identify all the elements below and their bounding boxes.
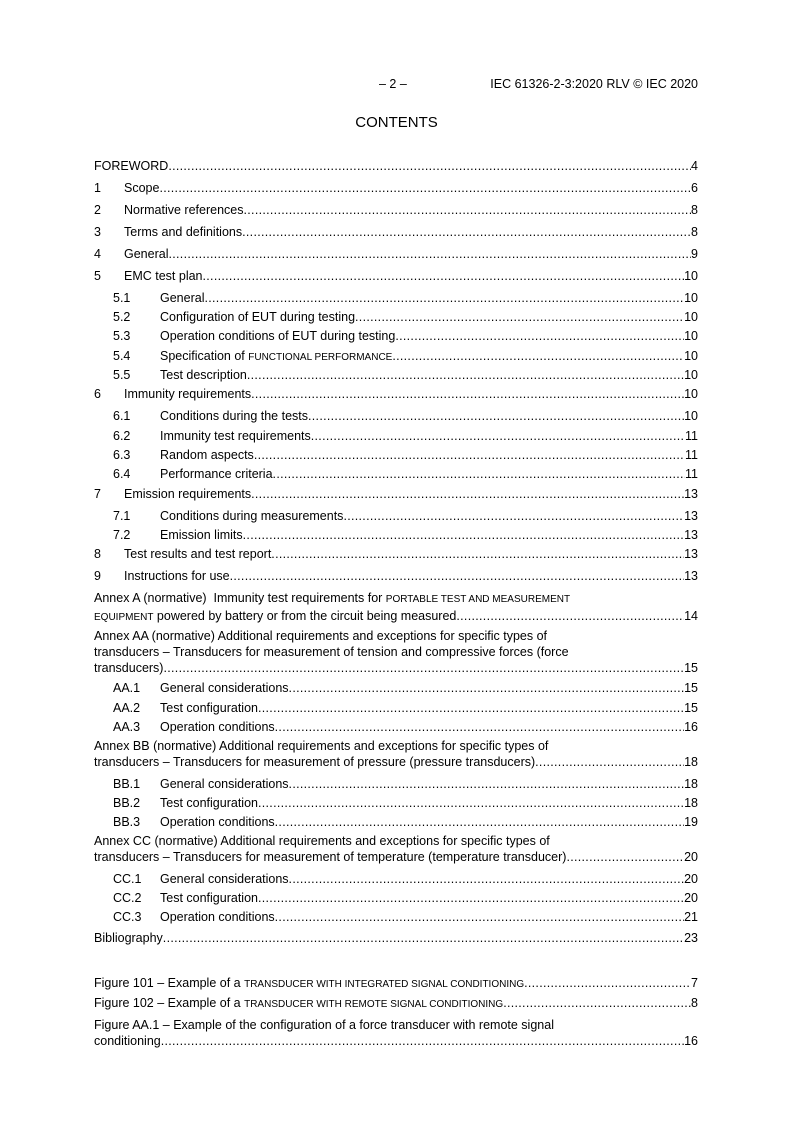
toc-entry-8[interactable] [94, 546, 698, 562]
toc-entry-page: 13 [684, 547, 698, 561]
toc-entry-page: 13 [684, 569, 698, 583]
toc-entry-number: CC.2 [113, 891, 142, 905]
toc-entry-5-5[interactable] [94, 367, 698, 383]
toc-entry-text: FOREWORD [94, 159, 169, 173]
toc-entry-page: 14 [684, 609, 698, 623]
toc-entry-text: Immunity test requirements [160, 429, 311, 443]
toc-entry-page: 23 [684, 931, 698, 945]
toc-entry-6-4[interactable] [94, 466, 698, 482]
toc-entry-text-line [94, 590, 698, 608]
toc-entry-number: 6.3 [113, 448, 131, 462]
toc-entry-annex-bb[interactable] [94, 738, 698, 770]
toc-entry-6-1[interactable] [94, 408, 698, 424]
toc-entry-number: 1 [94, 181, 101, 195]
toc-entry-number: AA.3 [113, 720, 141, 734]
toc-entry-text: General [160, 291, 205, 305]
toc-entry-number: 6.2 [113, 429, 131, 443]
toc-entry-page: 20 [684, 850, 698, 864]
toc-entry-bb-1[interactable] [94, 776, 698, 792]
toc-entry-number: 5.4 [113, 349, 131, 363]
toc-entry-page: 10 [684, 269, 698, 283]
toc-entry-bb-2[interactable] [94, 795, 698, 811]
toc-entry-number: 7.1 [113, 509, 131, 523]
figure-entry-page: 8 [691, 996, 698, 1010]
toc-entry-cc-1[interactable] [94, 871, 698, 887]
toc-entry-7-2[interactable] [94, 527, 698, 543]
toc-entry-5[interactable] [94, 268, 698, 284]
toc-entry-text: Conditions during the tests [160, 409, 309, 423]
toc-entry-page: 6 [691, 181, 698, 195]
toc-entry-number: BB.2 [113, 796, 141, 810]
toc-entry-bb-3[interactable] [94, 814, 698, 830]
toc-entry-text: Test configuration [160, 796, 258, 810]
toc-entry-text-line: transducers – Transducers for measurement of tension and compressive forces (force [94, 645, 569, 659]
toc-entry-number: 4 [94, 247, 101, 261]
toc-entry-text: Operation conditions of EUT during testing [160, 329, 396, 343]
toc-entry-page: 20 [684, 891, 698, 905]
toc-entry-page: 11 [685, 467, 698, 481]
toc-entry-5-1[interactable] [94, 290, 698, 306]
toc-entry-text: Test description [160, 368, 247, 382]
toc-entry-page: 21 [684, 910, 698, 924]
toc-entry-text: General [124, 247, 169, 261]
toc-entry-number: 6.4 [113, 467, 131, 481]
toc-entry-page: 10 [684, 349, 698, 363]
toc-entry-text: Test results and test report [124, 547, 272, 561]
toc-entry-text: Emission requirements [124, 487, 252, 501]
toc-entry-page: 18 [684, 796, 698, 810]
toc-entry-page: 10 [684, 291, 698, 305]
toc-entry-aa-1[interactable] [94, 680, 698, 696]
toc-entry-text: transducers) [94, 661, 164, 675]
toc-entry-cc-3[interactable] [94, 909, 698, 925]
toc-entry-page: 13 [684, 509, 698, 523]
toc-entry-page: 13 [684, 528, 698, 542]
figure-entry-text-part: Figure 102 – Example of a [94, 996, 245, 1010]
document-reference: IEC 61326-2-3:2020 RLV © IEC 2020 [490, 77, 698, 91]
toc-entry-text: General considerations [160, 872, 289, 886]
page-number: – 2 – [379, 77, 407, 91]
toc-entry-page: 15 [684, 681, 698, 695]
toc-entry-page: 10 [684, 329, 698, 343]
toc-entry-text: Immunity requirements [124, 387, 252, 401]
toc-entry-aa-2[interactable] [94, 700, 698, 716]
figure-entry-101[interactable] [94, 975, 698, 993]
toc-entry-page: 15 [684, 701, 698, 715]
toc-entry-text: EMC test plan [124, 269, 203, 283]
toc-entry-number: 6 [94, 387, 101, 401]
figure-entry-text [94, 995, 503, 1013]
toc-entry-text: Operation conditions [160, 720, 275, 734]
toc-entry-6-3[interactable] [94, 447, 698, 463]
figure-entry-page: 16 [684, 1034, 698, 1048]
toc-entry-number: BB.1 [113, 777, 141, 791]
toc-entry-text-line: Annex CC (normative) Additional requirements and exceptions for specific types of [94, 834, 550, 848]
page-header [0, 77, 793, 93]
toc-entry-text: Instructions for use [124, 569, 230, 583]
toc-entry-number: BB.3 [113, 815, 141, 829]
toc-entry-number: 7.2 [113, 528, 131, 542]
toc-entry-5-3[interactable] [94, 328, 698, 344]
toc-entry-page: 11 [685, 448, 698, 462]
toc-entry-text: Bibliography [94, 931, 163, 945]
toc-entry-page: 8 [691, 203, 698, 217]
toc-entry-text: transducers – Transducers for measurement of pressure (pressure transducers) [94, 755, 536, 769]
figure-entry-smallcaps: TRANSDUCER WITH INTEGRATED SIGNAL CONDITIONING [244, 979, 525, 990]
toc-entry-2[interactable] [94, 202, 698, 218]
toc-entry-5-4[interactable] [94, 348, 698, 366]
toc-entry-number: 5.3 [113, 329, 131, 343]
toc-entry-4[interactable] [94, 246, 698, 262]
figure-entry-text-part: Figure 101 – Example of a [94, 976, 245, 990]
toc-entry-page: 4 [691, 159, 698, 173]
toc-entry-text: Emission limits [160, 528, 243, 542]
toc-entry-number: 5 [94, 269, 101, 283]
toc-entry-text: General considerations [160, 777, 289, 791]
figure-entry-text: conditioning [94, 1034, 161, 1048]
figure-entry-page: 7 [691, 976, 698, 990]
figure-entry-smallcaps: TRANSDUCER WITH REMOTE SIGNAL CONDITIONING [244, 999, 504, 1010]
toc-entry-text: Operation conditions [160, 815, 275, 829]
toc-entry-text: Configuration of EUT during testing [160, 310, 356, 324]
toc-entry-number: CC.3 [113, 910, 142, 924]
toc-entry-3[interactable] [94, 224, 698, 240]
toc-entry-text: Performance criteria [160, 467, 273, 481]
toc-entry-page: 18 [684, 777, 698, 791]
toc-entry-aa-3[interactable] [94, 719, 698, 735]
toc-entry-bibliography[interactable] [94, 930, 698, 946]
toc-entry-page: 20 [684, 872, 698, 886]
toc-entry-text: Random aspects [160, 448, 254, 462]
toc-entry-1[interactable] [94, 180, 698, 196]
toc-entry-text-part: Annex A (normative) Immunity test requirements for [94, 591, 386, 605]
toc-entry-page: 18 [684, 755, 698, 769]
toc-entry-smallcaps: EQUIPMENT [94, 612, 154, 623]
toc-entry-number: 2 [94, 203, 101, 217]
toc-entry-page: 10 [684, 368, 698, 382]
figure-entry-text-line: Figure AA.1 – Example of the configuration of a force transducer with remote signal [94, 1018, 554, 1032]
figure-entry-aa-1[interactable] [94, 1017, 698, 1049]
toc-entry-text: General considerations [160, 681, 289, 695]
toc-entry-text: Scope [124, 181, 160, 195]
toc-entry-number: 5.2 [113, 310, 131, 324]
toc-entry-text: Operation conditions [160, 910, 275, 924]
toc-entry-page: 8 [691, 225, 698, 239]
toc-entry-number: 8 [94, 547, 101, 561]
toc-entry-page: 11 [685, 429, 698, 443]
toc-entry-annex-cc[interactable] [94, 833, 698, 865]
toc-entry-text: Test configuration [160, 891, 258, 905]
toc-entry-number: 5.5 [113, 368, 131, 382]
toc-entry-number: AA.2 [113, 701, 141, 715]
toc-entry-smallcaps: PORTABLE TEST AND MEASUREMENT [385, 594, 571, 605]
toc-entry-page: 10 [684, 409, 698, 423]
toc-entry-smallcaps: FUNCTIONAL PERFORMANCE [248, 352, 393, 363]
toc-entry-7[interactable] [94, 486, 698, 502]
toc-entry-number: CC.1 [113, 872, 142, 886]
toc-entry-text [94, 608, 456, 626]
toc-entry-page: 10 [684, 310, 698, 324]
toc-entry-6[interactable] [94, 386, 698, 402]
toc-entry-page: 10 [684, 387, 698, 401]
toc-entry-text: transducers – Transducers for measurement of temperature (temperature transducer) [94, 850, 567, 864]
toc-entry-6-2[interactable] [94, 428, 698, 444]
contents-title: CONTENTS [355, 114, 438, 131]
toc-entry-text-part: Specification of [160, 349, 249, 363]
toc-entry-text-line: Annex BB (normative) Additional requirements and exceptions for specific types of [94, 739, 549, 753]
toc-entry-text: Test configuration [160, 701, 258, 715]
toc-entry-number: 3 [94, 225, 101, 239]
toc-entry-text: Normative references [124, 203, 244, 217]
toc-entry-text: Conditions during measurements [160, 509, 344, 523]
toc-entry-page: 13 [684, 487, 698, 501]
toc-entry-text-part: powered by battery or from the circuit being measured [153, 609, 457, 623]
toc-entry-number: 5.1 [113, 291, 131, 305]
toc-entry-number: 7 [94, 487, 101, 501]
toc-entry-annex-aa[interactable] [94, 628, 698, 676]
toc-entry-text [160, 348, 392, 366]
toc-entry-page: 19 [684, 815, 698, 829]
toc-entry-annex-a[interactable] [94, 590, 698, 626]
toc-entry-page: 15 [684, 661, 698, 675]
toc-entry-number: 9 [94, 569, 101, 583]
toc-entry-text-line: Annex AA (normative) Additional requirements and exceptions for specific types of [94, 629, 548, 643]
toc-entry-7-1[interactable] [94, 508, 698, 524]
toc-entry-cc-2[interactable] [94, 890, 698, 906]
toc-entry-foreword[interactable] [94, 158, 698, 174]
toc-entry-9[interactable] [94, 568, 698, 584]
figure-entry-text [94, 975, 524, 993]
toc-entry-number: AA.1 [113, 681, 141, 695]
toc-entry-number: 6.1 [113, 409, 131, 423]
figure-entry-102[interactable] [94, 995, 698, 1013]
toc-entry-page: 9 [691, 247, 698, 261]
toc-entry-text: Terms and definitions [124, 225, 243, 239]
toc-entry-5-2[interactable] [94, 309, 698, 325]
toc-entry-page: 16 [684, 720, 698, 734]
